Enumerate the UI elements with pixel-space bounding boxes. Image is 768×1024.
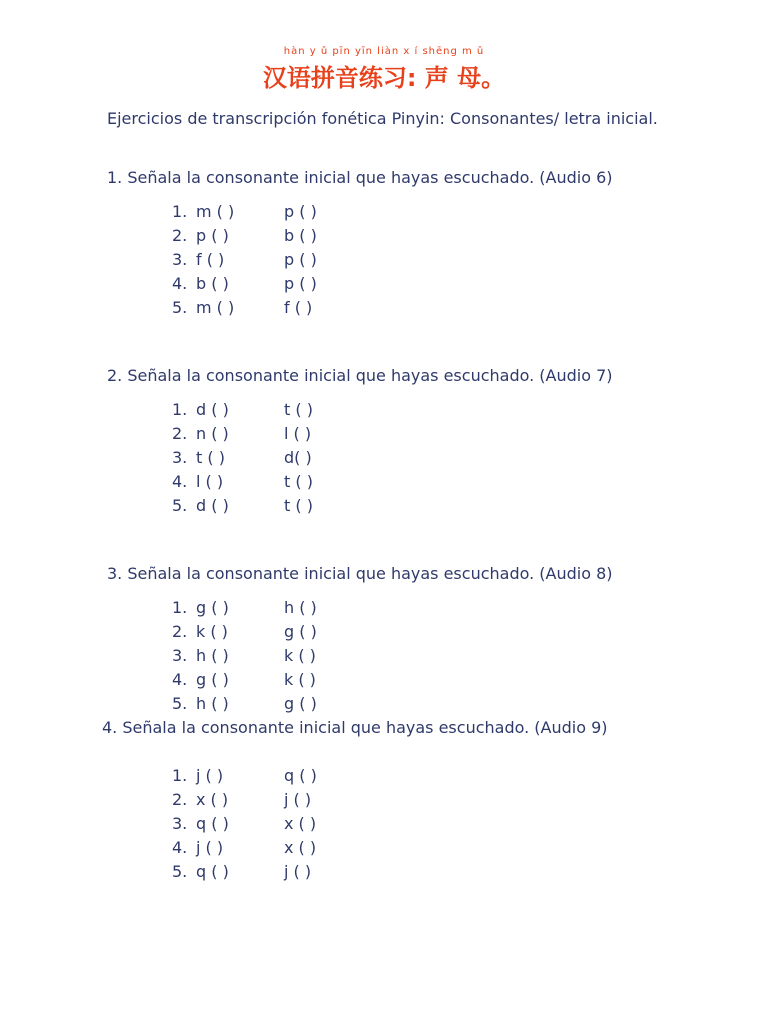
option-a: d ( ): [196, 496, 229, 515]
option-b: p ( ): [284, 202, 317, 221]
option-b: p ( ): [284, 274, 317, 293]
option-b: k ( ): [284, 670, 316, 689]
item-number: 5.: [172, 298, 188, 317]
item-number: 1.: [172, 598, 188, 617]
option-a: g ( ): [196, 598, 229, 617]
item-number: 1.: [172, 202, 188, 221]
option-a: t ( ): [196, 448, 225, 467]
item-number: 4.: [172, 274, 188, 293]
option-a: l ( ): [196, 472, 224, 491]
item-number: 1.: [172, 400, 188, 419]
option-b: t ( ): [284, 496, 313, 515]
option-b: j ( ): [284, 790, 312, 809]
section-heading-4: 4. Señala la consonante inicial que hayas escuchado. (Audio 9): [102, 718, 608, 737]
option-a: q ( ): [196, 862, 229, 881]
option-b: l ( ): [284, 424, 312, 443]
option-b: t ( ): [284, 472, 313, 491]
option-a: p ( ): [196, 226, 229, 245]
option-b: x ( ): [284, 838, 317, 857]
item-number: 2.: [172, 424, 188, 443]
item-number: 3.: [172, 814, 188, 833]
item-number: 1.: [172, 766, 188, 785]
option-a: j ( ): [196, 838, 224, 857]
option-b: j ( ): [284, 862, 312, 881]
option-b: h ( ): [284, 598, 317, 617]
option-a: d ( ): [196, 400, 229, 419]
option-a: j ( ): [196, 766, 224, 785]
section-heading-3: 3. Señala la consonante inicial que hayas escuchado. (Audio 8): [107, 564, 613, 583]
option-b: t ( ): [284, 400, 313, 419]
item-number: 2.: [172, 226, 188, 245]
item-number: 4.: [172, 838, 188, 857]
option-b: f ( ): [284, 298, 313, 317]
option-a: n ( ): [196, 424, 229, 443]
option-a: x ( ): [196, 790, 229, 809]
section-heading-1: 1. Señala la consonante inicial que hayas escuchado. (Audio 6): [107, 168, 613, 187]
item-number: 3.: [172, 646, 188, 665]
option-b: k ( ): [284, 646, 316, 665]
option-a: g ( ): [196, 670, 229, 689]
item-number: 4.: [172, 670, 188, 689]
item-number: 5.: [172, 862, 188, 881]
option-b: q ( ): [284, 766, 317, 785]
option-a: k ( ): [196, 622, 228, 641]
item-number: 2.: [172, 622, 188, 641]
option-b: g ( ): [284, 694, 317, 713]
option-b: g ( ): [284, 622, 317, 641]
item-number: 3.: [172, 448, 188, 467]
option-a: q ( ): [196, 814, 229, 833]
intro-paragraph: Ejercicios de transcripción fonética Pinyin: Consonantes/ letra inicial.: [107, 109, 658, 128]
option-a: b ( ): [196, 274, 229, 293]
option-a: h ( ): [196, 694, 229, 713]
item-number: 5.: [172, 496, 188, 515]
option-b: b ( ): [284, 226, 317, 245]
item-number: 2.: [172, 790, 188, 809]
option-b: p ( ): [284, 250, 317, 269]
pinyin-line: hàn y ǔ pīn yīn liàn x í shēng m ǔ: [283, 46, 485, 57]
section-heading-2: 2. Señala la consonante inicial que hayas escuchado. (Audio 7): [107, 366, 613, 385]
item-number: 3.: [172, 250, 188, 269]
option-a: f ( ): [196, 250, 225, 269]
option-a: m ( ): [196, 298, 235, 317]
item-number: 5.: [172, 694, 188, 713]
option-b: x ( ): [284, 814, 317, 833]
option-a: h ( ): [196, 646, 229, 665]
page-title: 汉语拼音练习: 声 母。: [262, 64, 506, 92]
option-a: m ( ): [196, 202, 235, 221]
option-b: d( ): [284, 448, 312, 467]
item-number: 4.: [172, 472, 188, 491]
